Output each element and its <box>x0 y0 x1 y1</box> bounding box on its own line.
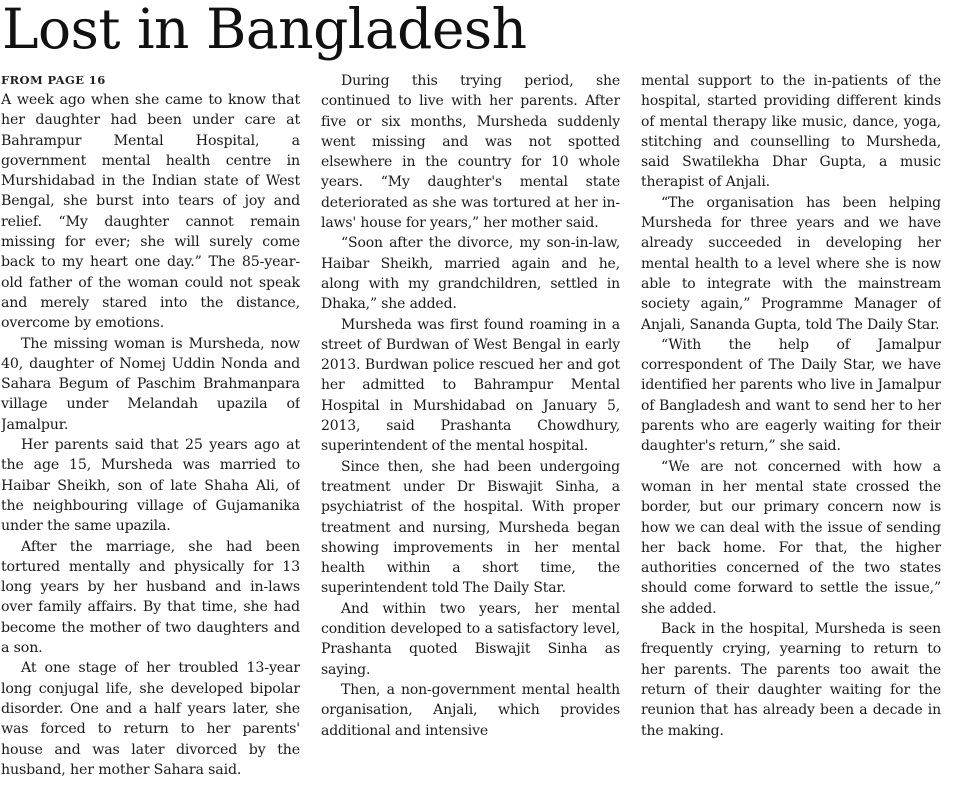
paragraph: Then, a non-government mental health organisation, Anjali, which provides additional and intensive <box>321 681 620 739</box>
paragraph: During this trying period, she continued to live with her parents. After five or six months, Mursheda suddenly went missing and was not spotted elsewhere in the country for 10 whole years. “My daughter's mental state deteriorated as she was tortured at her in-laws' house for years,” her mother said. <box>321 73 620 232</box>
jump-line: FROM PAGE 16 <box>1 73 106 87</box>
paragraph: “We are not concerned with how a woman in her mental state crossed the border, but our primary concern now is how we can deal with the issue of sending her back home. For that, the higher authorities concerned of the two states should come forward to settle the issue,” she added. <box>641 458 941 617</box>
article-column-1 <box>1 71 300 799</box>
paragraph: The missing woman is Mursheda, now 40, daughter of Nomej Uddin Nonda and Sahara Begum of Paschim Brahmanpara village under Melandah upazila of Jamalpur. <box>1 335 300 433</box>
paragraph: “The organisation has been helping Mursheda for three years and we have already succeeded in developing her mental health to a level where she is now able to integrate with the mainstream society again,” Programme Manager of Anjali, Sananda Gupta, told The Daily Star. <box>641 194 941 333</box>
paragraph: “With the help of Jamalpur correspondent of The Daily Star, we have identified her parents who live in Jamalpur of Bangladesh and want to send her to her parents who are eagerly waiting for their daughter's return,” she said. <box>641 336 941 455</box>
paragraph: Back in the hospital, Mursheda is seen frequently crying, yearning to return to her parents. The parents too await the return of their daughter waiting for the reunion that has already been a decade in the making. <box>641 621 941 739</box>
paragraph: At one stage of her troubled 13-year long conjugal life, she developed bipolar disorder. One and a half years later, she was forced to return to her parents' house and was later divorced by the husband, her mother Sahara said. <box>1 660 300 778</box>
paragraph: mental support to the in-patients of the hospital, started providing different kinds of mental therapy like music, dance, yoga, stitching and counselling to Mursheda, said Swatilekha Dhar Gupta, a music therapist of Anjali. <box>641 73 941 191</box>
paragraph: Mursheda was first found roaming in a street of Burdwan of West Bengal in early 2013. Burdwan police rescued her and got her admitted to Bahrampur Mental Hospital in Murshidabad on January 5, 2013, said Prashanta Chowdhury, superintendent of the mental hospital. <box>321 316 620 455</box>
paragraph: A week ago when she came to know that her daughter had been under care at Bahrampur Mental Hospital, a government mental health centre in Murshidabad in the Indian state of West Bengal, she burst into tears of joy and relief. “My daughter cannot remain missing for ever; she will surely come back to my heart one day.” The 85-year-old father of the woman could not speak and merely stared into the distance, overcome by emotions. <box>1 92 300 332</box>
article-column-2 <box>321 71 620 799</box>
article-column-3 <box>641 71 941 799</box>
paragraph: Her parents said that 25 years ago at the age 15, Mursheda was married to Haibar Sheikh, son of late Shaha Ali, of the neighbouring village of Gujamanika under the same upazila. <box>1 437 300 535</box>
paragraph: “Soon after the divorce, my son-in-law, Haibar Sheikh, married again and he, along with my grandchildren, settled in Dhaka,” she added. <box>321 235 620 313</box>
paragraph: Since then, she had been undergoing treatment under Dr Biswajit Sinha, a psychiatrist of the hospital. With proper treatment and nursing, Mursheda began showing improvements in her mental health within a short time, the superintendent told The Daily Star. <box>321 458 620 597</box>
headline: Lost in Bangladesh <box>2 0 527 61</box>
paragraph: After the marriage, she had been tortured mentally and physically for 13 long years by her husband and in-laws over family affairs. By that time, she had become the mother of two daughters and a son. <box>1 538 300 657</box>
paragraph: And within two years, her mental condition developed to a satisfactory level, Prashanta quoted Biswajit Sinha as saying. <box>321 600 620 678</box>
